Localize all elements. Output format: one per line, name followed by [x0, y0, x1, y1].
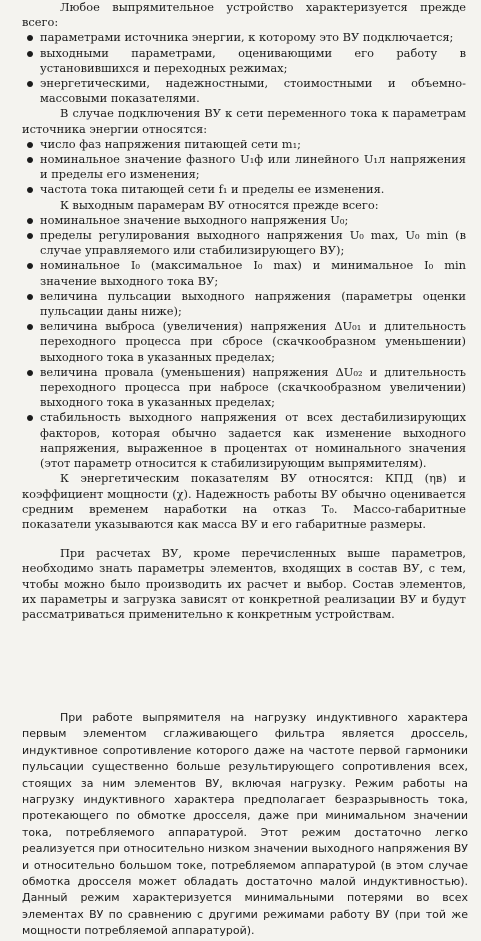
calculation-paragraph: При расчетах ВУ, кроме перечисленных выше параметров, необходимо знать параметры элементов, входящих в состав ВУ, с тем, чтобы можно было производить их расчет и выбор. Состав элементов, их параметры и загрузка зависят от конкретной реализации ВУ и будут рассматриваться применительно к конкретным устройствам. — [22, 546, 466, 621]
list-item: пределы регулирования выходного напряжения U₀ max, U₀ min (в случае управляемого или стабилизирующего ВУ); — [22, 228, 466, 258]
list-item: номинальное значение фазного U₁ф или линейного U₁л напряжения и пределы его изменения; — [22, 152, 466, 182]
list-item: параметрами источника энергии, к которому это ВУ подключается; — [22, 30, 466, 45]
list-item: частота тока питающей сети f₁ и пределы ее изменения. — [22, 182, 466, 197]
section2-list — [22, 137, 466, 198]
energy-paragraph: К энергетическим показателям ВУ относятся: КПД (ηв) и коэффициент мощности (χ). Надежность работы ВУ обычно оценивается средним временем наработки на отказ T₀. Массо-габаритные показатели указываются как масса ВУ и его габаритные размеры. — [22, 471, 466, 531]
list-item: стабильность выходного напряжения от всех дестабилизирующих факторов, которая обычно задается как изменение выходного напряжения, выраженное в процентах от номинального значения (этот параметр относится к стабилизирующим выпрямителям). — [22, 410, 466, 471]
bottom-text-block — [22, 710, 468, 940]
list-item: величина пульсации выходного напряжения (параметры оценки пульсации даны ниже); — [22, 289, 466, 319]
inductive-load-paragraph: При работе выпрямителя на нагрузку индуктивного характера первым элементом сглаживающего фильтра является дроссель, индуктивное сопротивление которого даже на частоте первой гармоники пульсации существенно больше результирующего сопротивления всех, стоящих за ним элементов ВУ, включая нагрузку. Режим работы на нагрузку индуктивного характера предполагает безразрывность тока, протекающего по обмотке дросселя, даже при минимальном значении тока, потребляемого аппаратурой. Этот режим достаточно легко реализуется при относительно низком значении выходного напряжения ВУ и относительно большом токе, потребляемом аппаратурой (в этом случае обмотка дросселя может обладать достаточно малой индуктивностью). Данный режим характеризуется минимальными потерями во всех элементах ВУ по сравнению с другими режимами работу ВУ (при той же мощности потребляемой аппаратурой). — [22, 711, 468, 938]
section2-intro: В случае подключения ВУ к сети переменного тока к параметрам источника энергии относятся: — [22, 106, 466, 136]
list-item: энергетическими, надежностными, стоимостными и объемно-массовыми показателями. — [22, 76, 466, 106]
list-item: выходными параметрами, оценивающими его работу в установившихся и переходных режимах; — [22, 46, 466, 76]
list-item: номинальное значение выходного напряжения U₀; — [22, 213, 466, 228]
list-item: число фаз напряжения питающей сети m₁; — [22, 137, 466, 152]
top-text-block — [22, 0, 466, 622]
list-item: номинальное I₀ (максимальное I₀ max) и минимальное I₀ min значение выходного тока ВУ; — [22, 258, 466, 288]
list-item: величина провала (уменьшения) напряжения ΔU₀₂ и длительность переходного процесса при набросе (скачкообразном увеличении) выходного тока в указанных пределах; — [22, 365, 466, 411]
spacer — [22, 532, 466, 546]
section1-intro: Любое выпрямительное устройство характеризуется прежде всего: — [22, 0, 466, 30]
section1-list — [22, 30, 466, 106]
list-item: величина выброса (увеличения) напряжения ΔU₀₁ и длительность переходного процесса при сбросе (скачкообразном уменьшении) выходного тока в указанных пределах; — [22, 319, 466, 365]
section3-intro: К выходным парамерам ВУ относятся прежде всего: — [60, 197, 379, 212]
section3-list — [22, 213, 466, 471]
